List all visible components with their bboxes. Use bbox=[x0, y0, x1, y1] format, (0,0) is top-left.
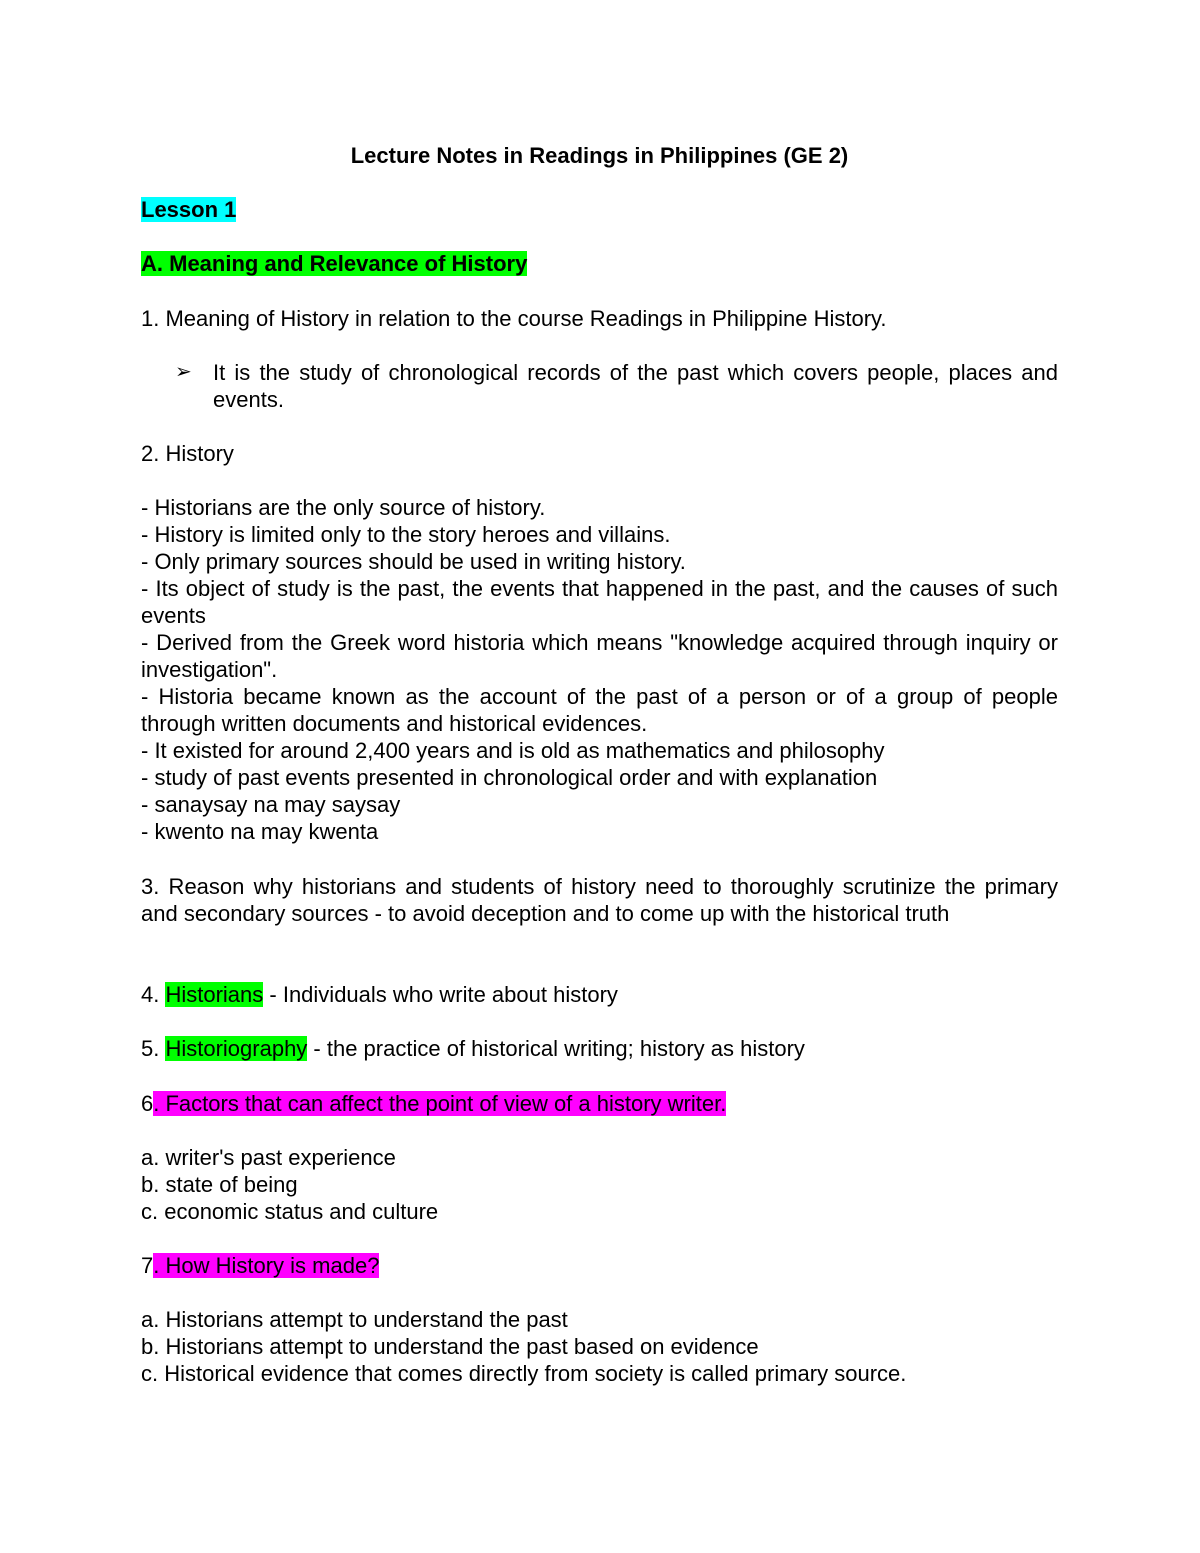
bullet-item bbox=[175, 359, 1058, 413]
item-3: 3. Reason why historians and students of history need to thoroughly scrutinize the primary and secondary sources - to avoid deception and to come up with the historical truth bbox=[141, 874, 1058, 926]
lesson-label: Lesson 1 bbox=[141, 197, 237, 222]
history-point: - sanaysay na may saysay bbox=[141, 792, 401, 817]
page-title: Lecture Notes in Readings in Philippines (GE 2) bbox=[350, 143, 849, 168]
history-point: - Only primary sources should be used in writing history. bbox=[141, 549, 686, 574]
history-point: - History is limited only to the story heroes and villains. bbox=[141, 522, 671, 547]
factor-item: b. state of being bbox=[141, 1172, 298, 1197]
history-point: - Its object of study is the past, the events that happened in the past, and the causes of such events bbox=[141, 576, 1058, 628]
item-7 bbox=[141, 1252, 1058, 1279]
item-4-number: 4. bbox=[141, 982, 166, 1007]
item-5-definition: - the practice of historical writing; history as history bbox=[307, 1036, 805, 1061]
section-a-heading bbox=[141, 250, 1058, 277]
item-2: 2. History bbox=[141, 441, 234, 466]
item-4-term: Historians bbox=[165, 982, 264, 1007]
bullet-text: It is the study of chronological records of the past which covers people, places and events. bbox=[213, 360, 1058, 412]
how-made-list bbox=[141, 1306, 1058, 1387]
item-6-number: 6 bbox=[141, 1091, 154, 1116]
item-5 bbox=[141, 1035, 1058, 1062]
item-5-term: Historiography bbox=[165, 1036, 308, 1061]
lesson-heading bbox=[141, 196, 1058, 223]
arrow-bullet-icon: ➢ bbox=[175, 361, 192, 383]
item-5-number: 5. bbox=[141, 1036, 166, 1061]
history-point: - It existed for around 2,400 years and is old as mathematics and philosophy bbox=[141, 738, 885, 763]
item-7-number: 7 bbox=[141, 1253, 154, 1278]
history-point: - Historia became known as the account of the past of a person or of a group of people through written documents and historical evidences. bbox=[141, 684, 1058, 736]
how-made-item: a. Historians attempt to understand the past bbox=[141, 1307, 568, 1332]
history-point: - study of past events presented in chronological order and with explanation bbox=[141, 765, 878, 790]
how-made-item: b. Historians attempt to understand the past based on evidence bbox=[141, 1334, 759, 1359]
item-6 bbox=[141, 1090, 1058, 1117]
history-point: - Historians are the only source of history. bbox=[141, 495, 546, 520]
factor-item: c. economic status and culture bbox=[141, 1199, 439, 1224]
section-a-label: A. Meaning and Relevance of History bbox=[141, 251, 528, 276]
history-points-list bbox=[141, 494, 1058, 845]
item-4 bbox=[141, 981, 1058, 1008]
item-4-definition: - Individuals who write about history bbox=[263, 982, 618, 1007]
history-point: - Derived from the Greek word historia which means "knowledge acquired through inquiry or investigation". bbox=[141, 630, 1058, 682]
factor-item: a. writer's past experience bbox=[141, 1145, 396, 1170]
how-made-item: c. Historical evidence that comes directly from society is called primary source. bbox=[141, 1361, 907, 1386]
item-6-heading: . Factors that can affect the point of view of a history writer. bbox=[153, 1091, 727, 1116]
history-point: - kwento na may kwenta bbox=[141, 819, 379, 844]
item-1: 1. Meaning of History in relation to the course Readings in Philippine History. bbox=[141, 306, 887, 331]
item-7-heading: . How History is made? bbox=[153, 1253, 380, 1278]
factors-list bbox=[141, 1144, 1058, 1225]
